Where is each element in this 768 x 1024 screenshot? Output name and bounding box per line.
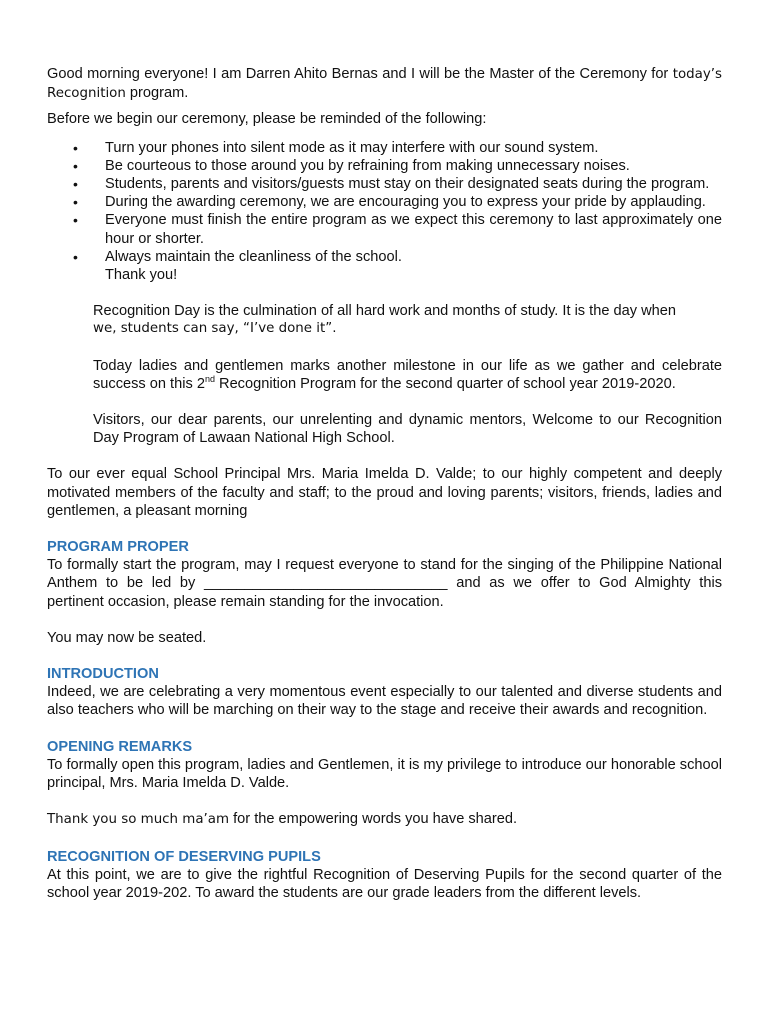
greeting-start: Good morning everyone! I am Darren Ahito Bernas and I will be the Master of the Ceremony for bbox=[47, 66, 673, 82]
program-proper-text bbox=[47, 556, 722, 611]
bullet-icon: • bbox=[73, 212, 78, 229]
rule-item bbox=[47, 211, 722, 247]
heading-program-proper: PROGRAM PROPER bbox=[47, 539, 189, 556]
opening-thanks-alt: Thank you so much ma’am bbox=[47, 812, 230, 828]
welcome-paragraph: Visitors, our dear parents, our unrelenting and dynamic mentors, Welcome to our Recognition Day Program of Lawaan National High School. bbox=[93, 412, 722, 447]
rule-text: Be courteous to those around you by refraining from making unnecessary noises. bbox=[105, 157, 630, 174]
rules-thanks: Thank you! bbox=[105, 267, 178, 284]
reminder-lead: Before we begin our ceremony, please be reminded of the following: bbox=[47, 111, 487, 128]
document-page bbox=[47, 65, 722, 902]
seated-text: You may now be seated. bbox=[47, 629, 207, 646]
greeting-alt: today’s Recognition bbox=[47, 67, 722, 102]
milestone-text-end: Recognition Program for the second quarter of school year 2019-2020. bbox=[214, 375, 676, 392]
bullet-icon: • bbox=[73, 157, 78, 174]
rule-item bbox=[47, 139, 722, 157]
opening-thanks-rest: for the empowering words you have shared. bbox=[229, 811, 518, 828]
rule-item bbox=[47, 248, 722, 266]
rule-item bbox=[47, 157, 722, 175]
rule-item bbox=[47, 175, 722, 193]
heading-recognition-pupils: RECOGNITION OF DESERVING PUPILS bbox=[47, 848, 321, 865]
heading-introduction: INTRODUCTION bbox=[47, 666, 159, 683]
bullet-icon: • bbox=[73, 194, 78, 211]
bullet-icon: • bbox=[73, 176, 78, 193]
anthem-leader-blank: ______________________________ bbox=[204, 575, 448, 592]
rule-text: Always maintain the cleanliness of the school. bbox=[105, 248, 402, 265]
recognition-pupils-text: At this point, we are to give the rightful Recognition of Deserving Pupils for the second quarter of the school year 2019-202. To award the students are our grade leaders from the different levels. bbox=[47, 866, 722, 901]
recognition-day-line: Recognition Day is the culmination of all hard work and months of study. It is the day when bbox=[93, 303, 676, 320]
ordinal-suffix: nd bbox=[204, 373, 215, 384]
rule-text: Everyone must finish the entire program as we expect this ceremony to last approximately one hour or shorter. bbox=[105, 212, 722, 247]
bullet-icon: • bbox=[73, 248, 78, 265]
rule-text: Turn your phones into silent mode as it may interfere with our sound system. bbox=[105, 139, 599, 156]
greeting-paragraph bbox=[47, 65, 722, 103]
rule-text: Students, parents and visitors/guests must stay on their designated seats during the program. bbox=[105, 176, 710, 193]
introduction-text: Indeed, we are celebrating a very momentous event especially to our talented and diverse students and also teachers who will be marching on their way to the stage and receive their awards and recognition. bbox=[47, 684, 722, 719]
greeting-end: program. bbox=[125, 85, 189, 102]
indented-section bbox=[47, 302, 722, 447]
heading-opening-remarks: OPENING REMARKS bbox=[47, 738, 193, 755]
milestone-text: Today ladies and gentlemen marks another milestone in our life as we gather and celebrate success on this 2 bbox=[93, 357, 722, 392]
milestone-paragraph bbox=[93, 357, 722, 393]
rule-item bbox=[47, 193, 722, 211]
anthem-text: To formally start the program, may I request everyone to stand for the singing of the Philippine National Anthem to be led by bbox=[47, 557, 722, 592]
invocation-text: and as we offer to God Almighty this pertinent occasion, please remain standing for the invocation. bbox=[47, 575, 723, 610]
bullet-icon: • bbox=[73, 139, 78, 156]
recognition-day-quote: we, students can say, “I’ve done it”. bbox=[93, 321, 337, 337]
principal-greeting: To our ever equal School Principal Mrs. Maria Imelda D. Valde; to our highly competent and deeply motivated members of the faculty and staff; to the proud and loving parents; visitors, friends, ladies and gentlemen, a pleasant morning bbox=[47, 466, 722, 519]
opening-thanks bbox=[47, 810, 722, 829]
rule-text: During the awarding ceremony, we are encouraging you to express your pride by applauding. bbox=[105, 194, 706, 211]
opening-remarks-text: To formally open this program, ladies and Gentlemen, it is my privilege to introduce our honorable school principal, Mrs. Maria Imelda D. Valde. bbox=[47, 756, 722, 792]
rules-list bbox=[47, 139, 722, 266]
